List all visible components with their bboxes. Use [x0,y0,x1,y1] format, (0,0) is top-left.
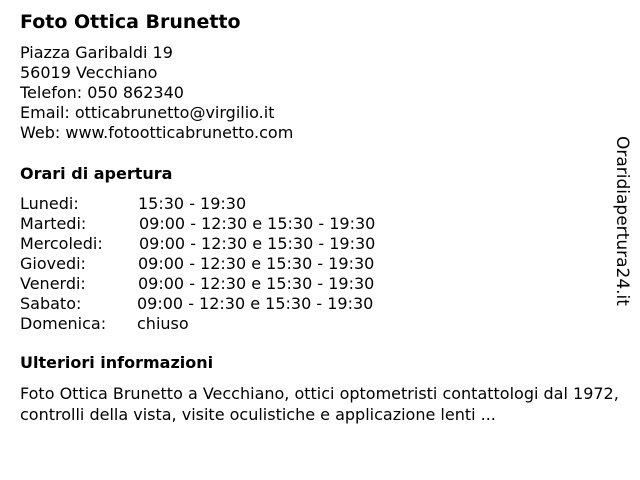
day-label: Domenica: [20,314,107,333]
email-line: Email: otticabrunetto@virgilio.it [20,103,275,122]
info-heading: Ulteriori informazioni [20,353,214,372]
day-label: Giovedi: [20,254,86,273]
description-text: Foto Ottica Brunetto a Vecchiano, ottici optometristi contattologi dal 1972, controlli della vista, visite oculistiche e applicazione lenti ... [20,384,619,424]
phone-line: Telefon: 050 862340 [20,83,184,102]
time-value: 09:00 - 12:30 e 15:30 - 19:30 [138,274,375,293]
time-value: 09:00 - 12:30 e 15:30 - 19:30 [139,234,376,253]
address-street: Piazza Garibaldi 19 [20,43,173,62]
time-value: 15:30 - 19:30 [138,194,247,213]
day-label: Sabato: [20,294,82,313]
day-label: Martedi: [20,214,87,233]
time-value: 09:00 - 12:30 e 15:30 - 19:30 [138,254,375,273]
day-label: Venerdi: [20,274,86,293]
time-value: chiuso [137,314,189,333]
address-city: 56019 Vecchiano [20,63,158,82]
time-value: 09:00 - 12:30 e 15:30 - 19:30 [137,294,374,313]
time-value: 09:00 - 12:30 e 15:30 - 19:30 [139,214,376,233]
day-label: Mercoledi: [20,234,103,253]
site-watermark: Oraridiapertura24.it [612,136,632,306]
hours-heading: Orari di apertura [20,164,173,183]
web-line: Web: www.fotootticabrunetto.com [20,123,294,142]
business-name: Foto Ottica Brunetto [20,11,241,33]
day-label: Lunedi: [20,194,79,213]
contact-block [20,43,293,143]
